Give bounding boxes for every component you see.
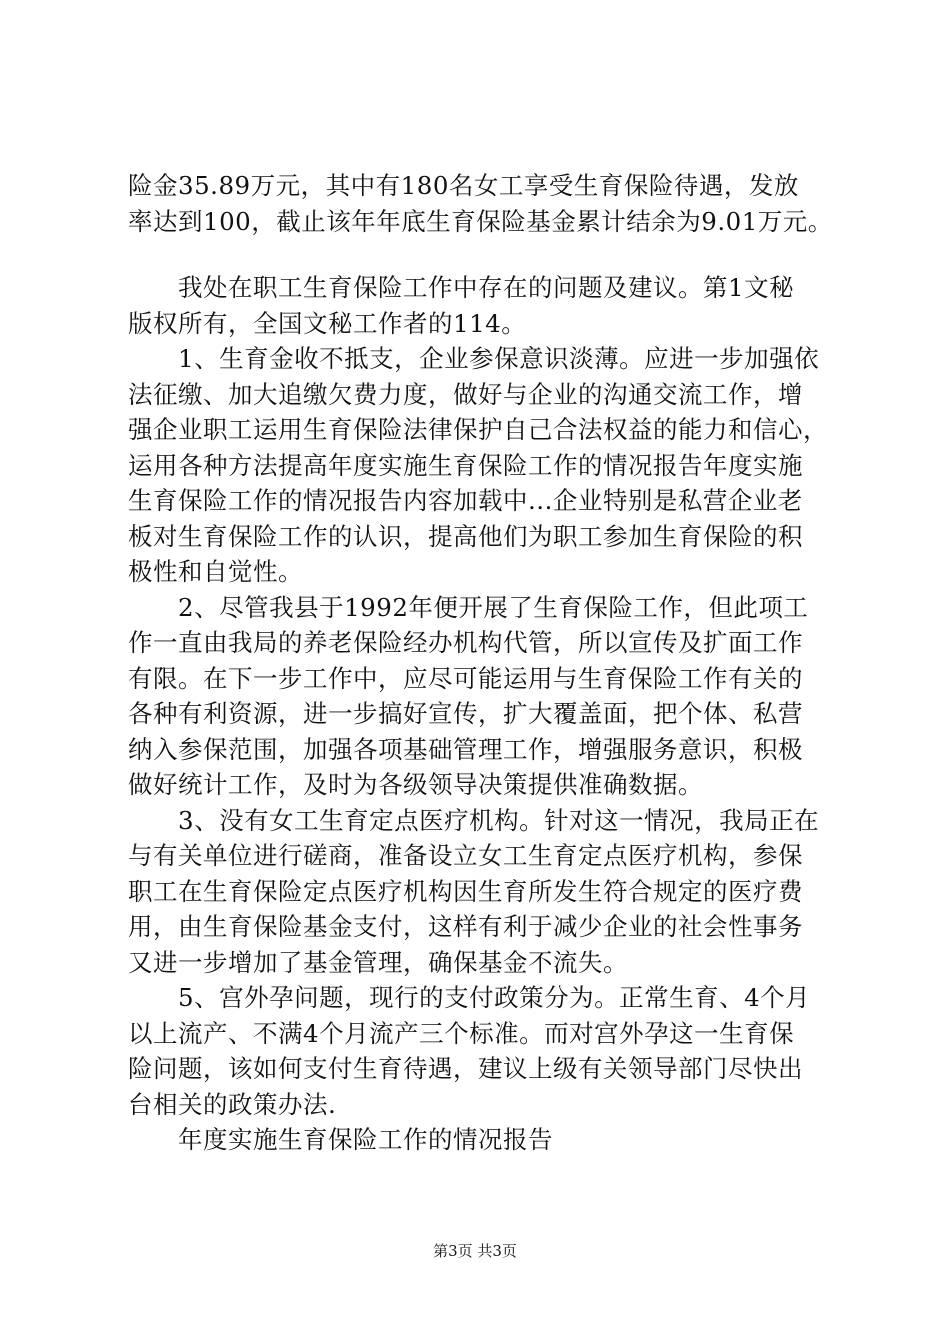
text-line: 率达到100，截止该年年底生育保险基金累计结余为9.01万元。 <box>128 206 833 236</box>
text-line: 纳入参保范围，加强各项基础管理工作，增强服务意识，积极 <box>128 734 803 764</box>
text-line: 5、宫外孕问题，现行的支付政策分为。正常生育、4个月 <box>128 983 811 1012</box>
text-line: 版权所有，全国文秘工作者的114。 <box>128 308 527 338</box>
text-line: 职工在生育保险定点医疗机构因生育所发生符合规定的医疗费 <box>128 876 803 906</box>
page-number-label: 第3页 共3页 <box>433 1242 517 1260</box>
text-line: 与有关单位进行磋商，准备设立女工生育定点医疗机构，参保 <box>128 841 803 870</box>
text-line: 强企业职工运用生育保险法律保护自己合法权益的能力和信心， <box>128 415 828 444</box>
page-footer <box>0 1241 950 1261</box>
text-line: 各种有利资源，进一步搞好宣传，扩大覆盖面，把个体、私营 <box>128 699 803 728</box>
text-line: 险问题，该如何支付生育待遇，建议上级有关领导部门尽快出 <box>128 1054 803 1083</box>
text-line: 以上流产、不满4个月流产三个标准。而对宫外孕这一生育保 <box>128 1018 795 1048</box>
text-line: 险金35.89万元，其中有180名女工享受生育保险待遇，发放 <box>128 171 799 200</box>
paragraph-gap <box>128 239 838 270</box>
text-line: 做好统计工作，及时为各级领导决策提供准确数据。 <box>128 770 703 799</box>
text-line: 3、没有女工生育定点医疗机构。针对这一情况，我局正在 <box>128 805 820 835</box>
text-line: 2、尽管我县于1992年便开展了生育保险工作，但此项工 <box>128 592 809 622</box>
text-line: 1、生育金收不抵支，企业参保意识淡薄。应进一步加强依 <box>128 344 820 373</box>
document-body <box>128 168 838 1158</box>
text-line: 极性和自觉性。 <box>128 557 303 586</box>
text-line: 板对生育保险工作的认识，提高他们为职工参加生育保险的积 <box>128 521 803 551</box>
text-line: 有限。在下一步工作中，应尽可能运用与生育保险工作有关的 <box>128 663 803 693</box>
text-line: 我处在职工生育保险工作中存在的问题及建议。第1文秘 <box>128 273 795 302</box>
text-line: 生育保险工作的情况报告内容加载中...企业特别是私营企业老 <box>128 486 803 515</box>
text-line: 又进一步增加了基金管理，确保基金不流失。 <box>128 947 628 977</box>
text-line: 用，由生育保险基金支付，这样有利于减少企业的社会性事务 <box>128 912 803 941</box>
text-line: 运用各种方法提高年度实施生育保险工作的情况报告年度实施 <box>128 450 803 480</box>
text-line: 年度实施生育保险工作的情况报告 <box>128 1125 553 1154</box>
text-line: 法征缴、加大追缴欠费力度，做好与企业的沟通交流工作，增 <box>128 379 803 409</box>
text-line: 作一直由我局的养老保险经办机构代管，所以宣传及扩面工作 <box>128 628 803 657</box>
text-line: 台相关的政策办法. <box>128 1089 337 1119</box>
